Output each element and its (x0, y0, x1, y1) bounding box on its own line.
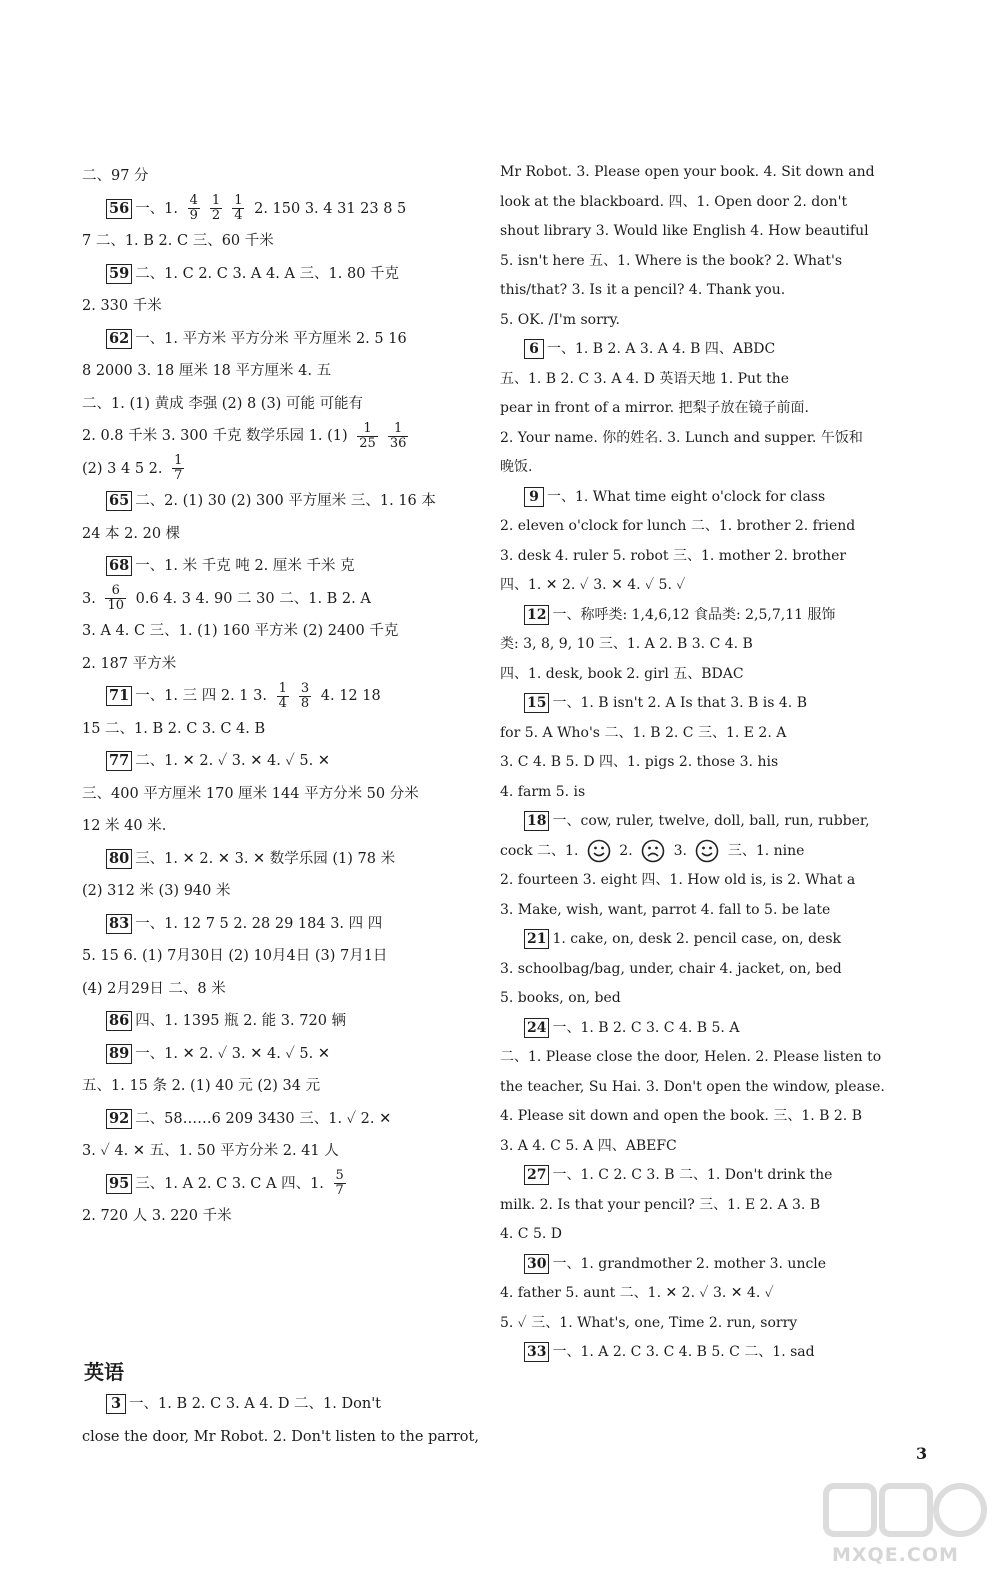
answer-line (82, 745, 482, 778)
answer-text: 一、1. What time eight o'clock for class (547, 488, 826, 505)
answer-text: 3. A 4. C 三、1. (1) 160 平方米 (2) 2400 千克 (82, 623, 399, 639)
answer-line (500, 866, 896, 896)
answer-text: 二、1. ✕ 2. ✓ 3. ✕ 4. ✓ 5. ✕ (135, 753, 330, 769)
answer-text: 二、58……6 209 3430 三、1. ✓ 2. ✕ (135, 1110, 392, 1127)
answer-text: pear in front of a mirror. 把梨子放在镜子前面. (500, 400, 810, 416)
fraction-numerator: 1 (357, 422, 378, 437)
answer-text: 2. Your name. 你的姓名. 3. Lunch and supper. 午饭和 (500, 429, 863, 446)
answer-text: 0.6 4. 3 4. 90 二 30 二、1. B 2. A (131, 590, 371, 607)
fraction (172, 454, 184, 483)
answer-line (500, 571, 896, 601)
fraction (188, 194, 200, 223)
answer-line (82, 908, 482, 941)
answer-text: this/that? 3. Is it a pencil? 4. Thank you. (500, 282, 786, 298)
answer-line (82, 713, 482, 746)
page-reference-box: 68 (106, 556, 132, 576)
answer-text: 4. father 5. aunt 二、1. ✕ 2. ✓ 3. ✕ 4. ✓ (500, 1285, 774, 1301)
answer-line (82, 518, 482, 551)
fraction-numerator: 1 (174, 453, 183, 468)
page-number: 3 (916, 1444, 928, 1463)
answer-line (82, 453, 482, 486)
page-reference-box: 30 (524, 1254, 549, 1274)
answer-text: 2. eleven o'clock for lunch 二、1. brother 2. friend (500, 518, 856, 534)
answer-line (82, 778, 482, 811)
english-answers-left (82, 1388, 482, 1453)
fraction-denominator: 7 (174, 468, 183, 483)
fraction (210, 194, 222, 223)
answer-line (500, 1279, 896, 1309)
math-answers-column (82, 160, 482, 1233)
fraction (232, 194, 244, 223)
page-reference-box: 80 (106, 849, 132, 869)
answer-line (500, 837, 896, 867)
answer-text: 2. 150 3. 4 31 23 8 5 (249, 200, 407, 217)
answer-line (500, 1220, 896, 1250)
english-answers-right (500, 158, 896, 1368)
smiley-face-icon (691, 843, 723, 859)
answer-text: (2) 3 4 5 2. (82, 460, 168, 477)
answer-text: 二、1. Please close the door, Helen. 2. Please listen to (500, 1049, 882, 1065)
answer-line (500, 424, 896, 454)
answer-text: 5. OK. /I'm sorry. (500, 311, 620, 328)
fraction (334, 1169, 346, 1198)
answer-line (82, 1103, 482, 1136)
fraction-denominator: 4 (278, 695, 287, 711)
page-reference-box: 95 (106, 1174, 132, 1194)
answer-text: for 5. A Who's 二、1. B 2. C 三、1. E 2. A (500, 724, 787, 741)
watermark-logo (820, 1480, 995, 1575)
answer-line (500, 601, 896, 631)
fraction-numerator: 1 (388, 422, 409, 437)
page-reference-box: 86 (106, 1011, 132, 1031)
answer-text: 一、1. 平方米 平方分米 平方厘米 2. 5 16 (135, 330, 407, 347)
answer-text: 二、97 分 (82, 168, 149, 184)
answer-text: 5. isn't here 五、1. Where is the book? 2. What's (500, 252, 843, 269)
answer-text: (2) 312 米 (3) 940 米 (82, 883, 231, 899)
answer-text: 一、1. B 2. A 3. A 4. B 四、ABDC (547, 341, 776, 357)
answer-line (82, 193, 482, 226)
fraction-denominator: 8 (300, 695, 310, 711)
answer-text: 五、1. 15 条 2. (1) 40 元 (2) 34 元 (82, 1078, 321, 1094)
answer-text: 二、2. (1) 30 (2) 300 平方厘米 三、1. 16 本 (135, 493, 436, 509)
answer-text: 3. schoolbag/bag, under, chair 4. jacket, on, bed (500, 960, 842, 977)
answer-text: 2. fourteen 3. eight 四、1. How old is, is 2. What a (500, 872, 856, 888)
answer-text: 15 二、1. B 2. C 3. C 4. B (82, 720, 266, 737)
answer-text: 四、1. desk, book 2. girl 五、BDAC (500, 665, 744, 682)
answer-line (82, 875, 482, 908)
page-reference-box: 89 (106, 1044, 132, 1064)
answer-text: 24 本 2. 20 棵 (82, 525, 181, 542)
answer-line (82, 680, 482, 713)
answer-text: 一、1. ✕ 2. ✓ 3. ✕ 4. ✓ 5. ✕ (135, 1045, 330, 1062)
answer-text: 3. desk 4. ruler 5. robot 三、1. mother 2. brother (500, 547, 847, 564)
answer-text: 5. ✓ 三、1. What's, one, Time 2. run, sorry (500, 1314, 798, 1331)
answer-line (82, 615, 482, 648)
answer-line (500, 807, 896, 837)
fraction-denominator: 10 (107, 598, 124, 613)
answer-line (82, 420, 482, 453)
fraction-numerator: 1 (211, 193, 221, 208)
answer-line (500, 748, 896, 778)
page-reference-box: 12 (524, 605, 549, 625)
answer-line (500, 660, 896, 690)
answer-line (82, 258, 482, 291)
page-reference-box: 83 (106, 914, 132, 934)
answer-line (82, 843, 482, 876)
answer-text: 4. Please sit down and open the book. 三、1. B 2. B (500, 1108, 862, 1124)
answer-line (82, 648, 482, 681)
answer-line (500, 1073, 896, 1103)
answer-text: 一、1. 12 7 5 2. 28 29 184 3. 四 四 (135, 915, 383, 932)
answer-text: 一、1. B 2. C 3. C 4. B 5. A (552, 1019, 740, 1036)
answer-line (500, 483, 896, 513)
answer-line (500, 1043, 896, 1073)
answer-line (500, 896, 896, 926)
answer-line (82, 1070, 482, 1103)
answer-line (500, 719, 896, 749)
sad-face-icon (637, 843, 669, 859)
answer-text: 3. (82, 590, 101, 607)
answer-text: 一、1. (135, 200, 183, 217)
answer-text: 4. farm 5. is (500, 783, 586, 800)
fraction-numerator: 6 (105, 584, 126, 599)
answer-text: 3. (669, 842, 692, 859)
answer-text: 3. ✓ 4. ✕ 五、1. 50 平方分米 2. 41 人 (82, 1143, 339, 1159)
answer-text: 一、1. B 2. C 3. A 4. D 二、1. Don't (129, 1396, 382, 1412)
answer-line (500, 984, 896, 1014)
fraction (105, 584, 126, 613)
answer-text: 一、cow, ruler, twelve, doll, ball, run, rubber, (552, 813, 870, 829)
page-reference-box: 59 (106, 264, 132, 284)
page-reference-box: 62 (106, 329, 132, 349)
answer-text: 三、1. nine (723, 842, 805, 859)
answer-line (500, 1132, 896, 1162)
answer-line (500, 1250, 896, 1280)
fraction-denominator: 2 (211, 208, 221, 223)
answer-text: the teacher, Su Hai. 3. Don't open the window, please. (500, 1078, 885, 1095)
answer-line (82, 160, 482, 193)
answer-line (82, 1388, 482, 1421)
answer-line (82, 940, 482, 973)
answer-line (82, 225, 482, 258)
fraction (357, 422, 378, 451)
smiley-face-icon (583, 843, 615, 859)
page-reference-box: 24 (524, 1018, 549, 1038)
fraction (277, 682, 289, 711)
answer-text: 2. 187 平方米 (82, 655, 177, 672)
answer-line (500, 1338, 896, 1368)
page-reference-box: 92 (106, 1109, 132, 1129)
answer-line (500, 925, 896, 955)
answer-line (82, 1005, 482, 1038)
answer-text: 2. 720 人 3. 220 千米 (82, 1208, 232, 1224)
answer-line (500, 394, 896, 424)
answer-line (82, 1200, 482, 1233)
answer-text: 一、1. 米 千克 吨 2. 厘米 千米 克 (135, 558, 355, 574)
answer-line (500, 188, 896, 218)
answer-text: milk. 2. Is that your pencil? 三、1. E 2. A 3. B (500, 1196, 821, 1213)
fraction-numerator: 4 (189, 193, 198, 208)
english-heading: 英语 (84, 1360, 124, 1384)
answer-line (500, 306, 896, 336)
answer-line (82, 323, 482, 356)
answer-text: 类: 3, 8, 9, 10 三、1. A 2. B 3. C 4. B (500, 636, 753, 652)
page-reference-box: 6 (524, 339, 544, 359)
answer-line (82, 583, 482, 616)
answer-line (500, 955, 896, 985)
fraction (388, 422, 409, 451)
fraction-numerator: 3 (300, 680, 310, 696)
answer-line (500, 335, 896, 365)
answer-line (82, 810, 482, 843)
answer-text: cock 二、1. (500, 842, 583, 859)
page-reference-box: 27 (524, 1165, 549, 1185)
answer-line (500, 1102, 896, 1132)
answer-line (82, 290, 482, 323)
answer-line (82, 1038, 482, 1071)
answer-line (500, 1161, 896, 1191)
answer-text: 5. 15 6. (1) 7月30日 (2) 10月4日 (3) 7月1日 (82, 948, 388, 964)
page-reference-box: 65 (106, 491, 132, 511)
answer-text: 四、1. ✕ 2. ✓ 3. ✕ 4. ✓ 5. ✓ (500, 577, 686, 593)
answer-line (82, 550, 482, 583)
answer-text: 7 二、1. B 2. C 三、60 千米 (82, 233, 274, 249)
answer-text: 2. (614, 842, 638, 859)
answer-line (500, 1191, 896, 1221)
answer-text: 一、1. A 2. C 3. C 4. B 5. C 二、1. sad (552, 1344, 815, 1360)
answer-line (500, 158, 896, 188)
fraction-denominator: 36 (389, 435, 407, 451)
answer-line (500, 217, 896, 247)
answer-text: 三、400 平方厘米 170 厘米 144 平方分米 50 分米 (82, 785, 419, 802)
page-reference-box: 3 (106, 1394, 126, 1414)
page-reference-box: 77 (106, 751, 132, 771)
answer-text: 四、1. 1395 瓶 2. 能 3. 720 辆 (135, 1013, 347, 1029)
fraction-denominator: 25 (359, 435, 376, 451)
answer-line (82, 1135, 482, 1168)
answer-line (82, 973, 482, 1006)
answer-text: 一、1. 三 四 2. 1 3. (135, 688, 272, 704)
fraction-numerator: 5 (335, 1168, 344, 1183)
answer-text: look at the blackboard. 四、1. Open door 2. don't (500, 193, 848, 210)
answer-line (82, 485, 482, 518)
answer-text: 2. 0.8 千米 3. 300 千克 数学乐园 1. (1) (82, 428, 353, 444)
answer-text: Mr Robot. 3. Please open your book. 4. Sit down and (500, 164, 875, 180)
answer-line (500, 1309, 896, 1339)
answer-text: 2. 330 千米 (82, 298, 162, 314)
answer-line (500, 453, 896, 483)
answer-text: 8 2000 3. 18 厘米 18 平方厘米 4. 五 (82, 363, 332, 379)
fraction-numerator: 1 (278, 680, 287, 696)
fraction-denominator: 9 (189, 208, 198, 223)
answer-line (500, 689, 896, 719)
answer-text: 晚饭. (500, 459, 533, 475)
answer-line (500, 778, 896, 808)
answer-line (500, 365, 896, 395)
answer-line (500, 247, 896, 277)
answer-text: 1. cake, on, desk 2. pencil case, on, desk (552, 931, 841, 947)
answer-line (500, 276, 896, 306)
fraction-denominator: 4 (234, 208, 243, 223)
answer-line (500, 1014, 896, 1044)
answer-text: 一、1. B isn't 2. A Is that 3. B is 4. B (552, 695, 807, 711)
answer-text: 一、1. C 2. C 3. B 二、1. Don't drink the (552, 1167, 833, 1183)
answer-text: 二、1. (1) 黄成 李强 (2) 8 (3) 可能 可能有 (82, 395, 364, 412)
answer-text: 二、1. C 2. C 3. A 4. A 三、1. 80 千克 (135, 265, 400, 282)
page-reference-box: 9 (524, 487, 544, 507)
answer-line (82, 1421, 482, 1454)
fraction-denominator: 7 (335, 1183, 344, 1198)
answer-text: 一、称呼类: 1,4,6,12 食品类: 2,5,7,11 服饰 (552, 606, 836, 623)
page-reference-box: 15 (524, 693, 549, 713)
answer-line (500, 512, 896, 542)
answer-text: 五、1. B 2. C 3. A 4. D 英语天地 1. Put the (500, 370, 790, 387)
answer-text: shout library 3. Would like English 4. How beautiful (500, 223, 869, 239)
answer-text: 4. C 5. D (500, 1226, 563, 1242)
answer-line (500, 630, 896, 660)
answer-text: 5. books, on, bed (500, 990, 621, 1006)
page-reference-box: 33 (524, 1342, 549, 1362)
answer-text: 三、1. ✕ 2. ✕ 3. ✕ 数学乐园 (1) 78 米 (135, 850, 396, 867)
answer-text: close the door, Mr Robot. 2. Don't listen to the parrot, (82, 1428, 479, 1445)
watermark-text: MXQE.COM (832, 1544, 959, 1566)
answer-text: 12 米 40 米. (82, 818, 167, 834)
answer-text: 3. A 4. C 5. A 四、ABEFC (500, 1137, 677, 1154)
watermark-emblem-icon (820, 1480, 995, 1550)
answer-line (500, 542, 896, 572)
fraction (299, 682, 311, 711)
answer-text: (4) 2月29日 二、8 米 (82, 980, 226, 997)
answer-text: 一、1. grandmother 2. mother 3. uncle (552, 1255, 827, 1272)
fraction-numerator: 1 (234, 193, 243, 208)
page-reference-box: 71 (106, 686, 132, 706)
answer-text: 三、1. A 2. C 3. C A 四、1. (135, 1175, 329, 1192)
page-reference-box: 56 (106, 199, 132, 219)
page-reference-box: 18 (524, 811, 549, 831)
page-reference-box: 21 (524, 929, 549, 949)
answer-line (82, 1168, 482, 1201)
answer-text: 3. C 4. B 5. D 四、1. pigs 2. those 3. his (500, 754, 779, 770)
answer-text: 4. 12 18 (316, 688, 381, 704)
answer-line (82, 388, 482, 421)
answer-text: 3. Make, wish, want, parrot 4. fall to 5. be late (500, 901, 831, 918)
answer-line (82, 355, 482, 388)
